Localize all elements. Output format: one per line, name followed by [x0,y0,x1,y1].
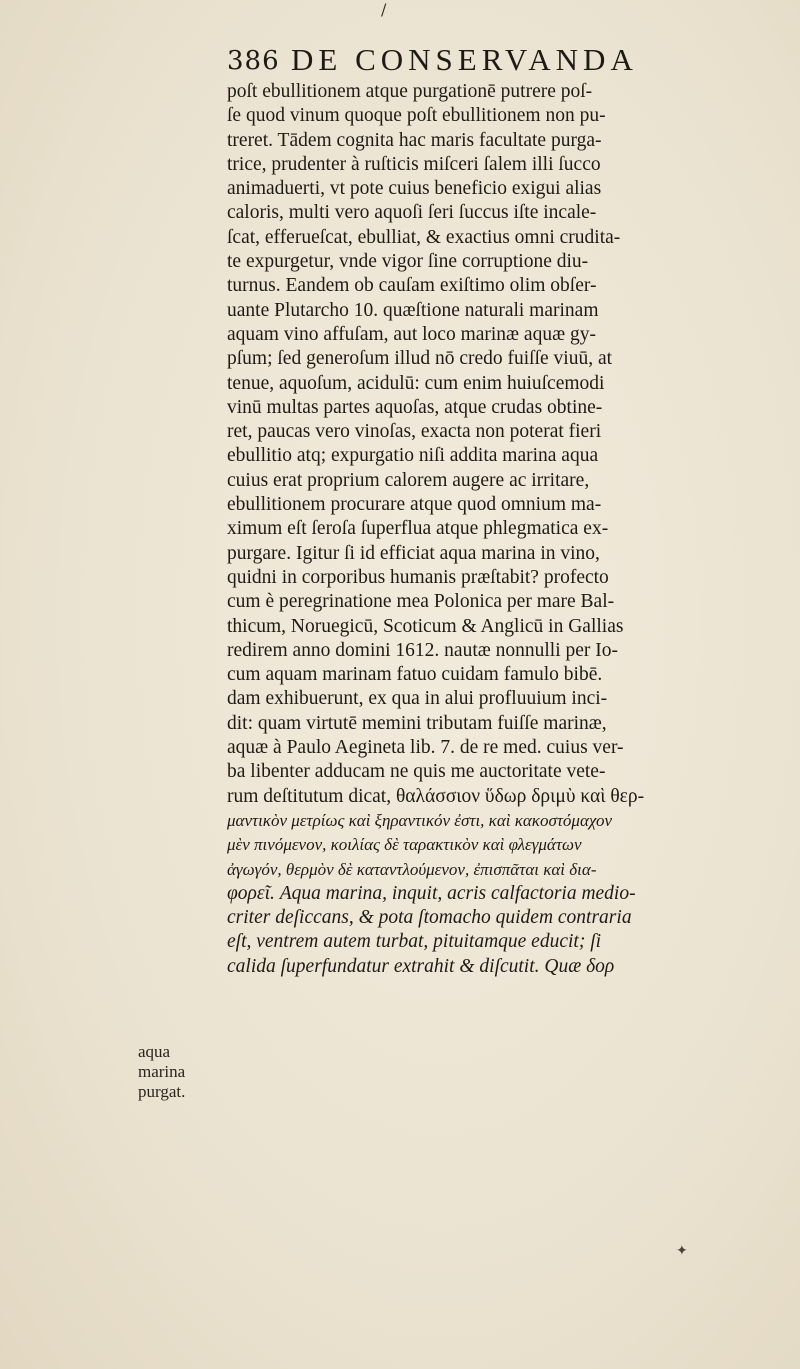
greek-text-line: μαντικὸν μετρίως καὶ ξηραντικόν ἐστι, καὶ κακοστόμαχον [227,810,613,830]
text-line: ba libenter adducam ne quis me auctoritate vete- [227,761,606,783]
text-line: ebullitionem procurare atque quod omnium ma- [227,494,602,516]
running-head: DE CONSERVANDA [291,42,638,77]
page-number: 386 [227,46,280,76]
text-line: thicum, Noruegicū, Scoticum & Anglicū in Gallias [227,615,624,637]
text-line: tenue, aquoſum, acidulū: cum enim huiuſcemodi [227,372,605,394]
greek-text-line: μὲν πινόμενον, κοιλίας δὲ ταρακτικὸν καὶ φλεγμάτων [227,835,582,855]
margin-note-line: purgat. [138,1082,186,1101]
text-line: trice, prudenter à ruſticis miſceri ſalem illi ſucco [227,153,601,175]
printer-mark-icon: ✦ [676,1243,688,1259]
text-line: ſcat, efferueſcat, ebulliat, & exactius omni crudita- [227,226,621,248]
text-line: rum deſtitutum dicat, θαλάσσιον ὕδωρ δριμὺ καὶ θερ- [227,785,645,807]
text-line: poſt ebullitionem atque purgationē putrere poſ- [227,81,593,102]
page-header [227,40,697,82]
text-line: eſt, ventrem autem turbat, pituitamque educit; ſi [227,931,602,953]
text-line: ebullitio atq; expurgatio niſi addita marina aqua [227,445,599,467]
text-line: cum è peregrinatione mea Polonica per mare Bal- [227,591,615,613]
text-line: dit: quam virtutē memini tributam fuiſſe marinæ, [227,712,607,734]
text-line: uante Plutarcho 10. quæſtione naturali marinam [227,299,599,321]
text-line: calida ſuperfundatur extrahit & diſcutit. Quæ δορ [227,955,615,977]
text-line: ſe quod vinum quoque poſt ebullitionem non pu- [227,105,606,127]
text-line: criter deſiccans, & pota ſtomacho quidem contraria [227,907,632,929]
text-line: vinū multas partes aquoſas, atque crudas obtine- [227,396,603,418]
text-line: caloris, multi vero aquoſi ſeri ſuccus iſte incale- [227,202,597,224]
text-line: ret, paucas vero vinoſas, exacta non poterat fieri [227,421,602,443]
greek-text-line: ἀγωγόν, θερμὸν δὲ καταντλούμενον, ἐπισπᾶται καὶ δια- [227,859,597,879]
text-line: aquæ à Paulo Aegineta lib. 7. de re med. cuius ver- [227,737,624,759]
margin-note-line: aqua [138,1042,171,1061]
text-line: cuius erat proprium calorem augere ac irritare, [227,469,590,491]
body-text [227,80,771,979]
text-line: pſum; ſed generoſum illud nō credo fuiſſe viuū, at [227,348,613,370]
text-line: purgare. Igitur ſi id efficiat aqua marina in vino, [227,542,600,564]
text-line: ximum eſt ſeroſa ſuperflua atque phlegmatica ex- [227,518,609,540]
text-line: turnus. Eandem ob cauſam exiſtimo olim obſer- [227,275,597,297]
text-line: cum aquam marinam fatuo cuidam famulo bibē. [227,664,603,686]
text-line: aquam vino affuſam, aut loco marinæ aquæ gy- [227,323,596,345]
text-line: treret. Tādem cognita hac maris facultate purga- [227,129,602,151]
text-line: quidni in corporibus humanis præſtabit? profecto [227,566,609,588]
text-line: redirem anno domini 1612. nautæ nonnulli per Io- [227,639,619,661]
top-mark: / [381,0,387,19]
text-line: te expurgetur, vnde vigor ſine corruptione diu- [227,251,589,273]
text-line: dam exhibuerunt, ex qua in alui profluuium inci- [227,688,608,710]
margin-note-line: marina [138,1062,186,1081]
text-line: φορεῖ. Aqua marina, inquit, acris calfactoria medio- [227,882,636,904]
text-line: animaduerti, vt pote cuius beneficio exigui alias [227,178,602,200]
margin-note [138,1042,218,1102]
